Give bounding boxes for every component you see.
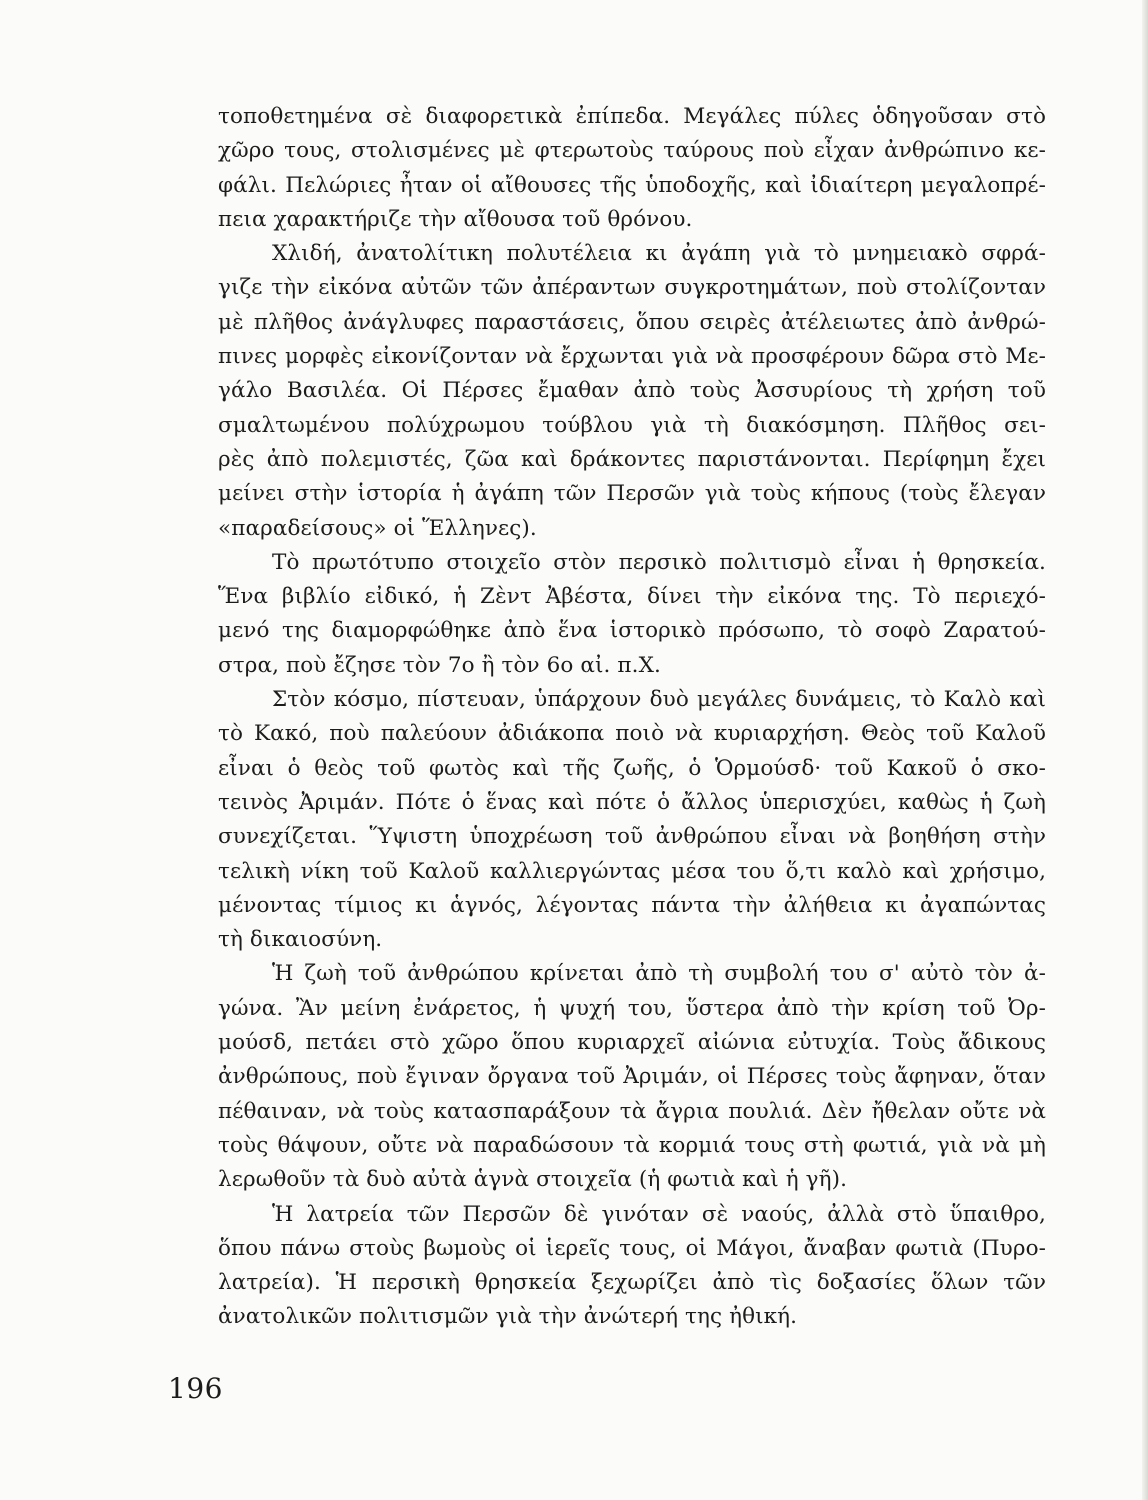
text-line: φάλι. Πελώριες ἦταν οἱ αἴθουσες τῆς ὑποδοχῆς, καὶ ἰδιαίτερη μεγαλοπρέ- [218,172,1046,198]
text-line: τελικὴ νίκη τοῦ Καλοῦ καλλιεργώντας μέσα του ὅ,τι καλὸ καὶ χρήσιμο, [218,858,1046,884]
text-line: Ἡ λατρεία τῶν Περσῶν δὲ γινόταν σὲ ναούς, ἀλλὰ στὸ ὕπαιθρο, [272,1201,1046,1227]
text-line: Τὸ πρωτότυπο στοιχεῖο στὸν περσικὸ πολιτισμὸ εἶναι ἡ θρησκεία. [272,549,1046,575]
text-line: μούσδ, πετάει στὸ χῶρο ὅπου κυριαρχεῖ αἰώνια εὐτυχία. Τοὺς ἄδικους [218,1030,1046,1056]
text-line: εἶναι ὁ θεὸς τοῦ φωτὸς καὶ τῆς ζωῆς, ὁ Ὁρμούσδ· τοῦ Κακοῦ ὁ σκο- [218,755,1046,781]
text-line: «παραδείσους» οἱ Ἕλληνες). [218,515,537,541]
page-edge-shadow [1142,0,1148,1500]
text-line: πεια χαρακτήριζε τὴν αἴθουσα τοῦ θρόνου. [218,206,693,232]
text-line: Ἕνα βιβλίο εἰδικό, ἡ Ζὲντ Ἀβέστα, δίνει τὴν εἰκόνα της. Τὸ περιεχό- [218,584,1046,610]
text-line: συνεχίζεται. Ὕψιστη ὑποχρέωση τοῦ ἀνθρώπου εἶναι νὰ βοηθήση στὴν [218,824,1046,850]
text-line: γώνα. Ἂν μείνη ἐνάρετος, ἡ ψυχή του, ὕστερα ἀπὸ τὴν κρίση τοῦ Ὀρ- [218,995,1046,1021]
text-line: ρὲς ἀπὸ πολεμιστές, ζῶα καὶ δράκοντες παριστάνονται. Περίφημη ἔχει [218,446,1046,472]
text-line: ἀνθρώπους, ποὺ ἔγιναν ὄργανα τοῦ Ἀριμάν, οἱ Πέρσες τοὺς ἄφηναν, ὅταν [218,1064,1046,1090]
text-line: Στὸν κόσμο, πίστευαν, ὑπάρχουν δυὸ μεγάλες δυνάμεις, τὸ Καλὸ καὶ [272,687,1046,713]
text-line: στρα, ποὺ ἔζησε τὸν 7ο ἢ τὸν 6ο αἰ. π.Χ. [218,652,661,678]
text-line: τοὺς θάψουν, οὔτε νὰ παραδώσουν τὰ κορμιά τους στὴ φωτιά, γιὰ νὰ μὴ [218,1132,1046,1158]
text-line: πέθαιναν, νὰ τοὺς κατασπαράξουν τὰ ἄγρια πουλιά. Δὲν ἤθελαν οὔτε νὰ [218,1098,1046,1124]
text-line: λερωθοῦν τὰ δυὸ αὐτὰ ἁγνὰ στοιχεῖα (ἡ φωτιὰ καὶ ἡ γῆ). [218,1167,848,1193]
text-line: χῶρο τους, στολισμένες μὲ φτερωτοὺς ταύρους ποὺ εἶχαν ἀνθρώπινο κε- [218,138,1046,164]
text-line: μενό της διαμορφώθηκε ἀπὸ ἕνα ἱστορικὸ πρόσωπο, τὸ σοφὸ Ζαρατού- [218,618,1046,644]
text-line: Ἡ ζωὴ τοῦ ἀνθρώπου κρίνεται ἀπὸ τὴ συμβολή του σ' αὐτὸ τὸν ἀ- [272,961,1046,987]
text-line: τεινὸς Ἀριμάν. Πότε ὁ ἕνας καὶ πότε ὁ ἄλλος ὑπερισχύει, καθὼς ἡ ζωὴ [218,789,1046,815]
text-line: τὸ Κακό, ποὺ παλεύουν ἀδιάκοπα ποιὸ νὰ κυριαρχήση. Θεὸς τοῦ Καλοῦ [218,721,1046,747]
text-line: γιζε τὴν εἰκόνα αὐτῶν τῶν ἀπέραντων συγκροτημάτων, ποὺ στολίζονταν [218,275,1046,301]
text-line: πινες μορφὲς εἰκονίζονταν νὰ ἔρχωνται γιὰ νὰ προσφέρουν δῶρα στὸ Με- [218,344,1046,370]
text-line: ὅπου πάνω στοὺς βωμοὺς οἱ ἱερεῖς τους, οἱ Μάγοι, ἄναβαν φωτιὰ (Πυρο- [218,1235,1046,1261]
text-line: μείνει στὴν ἱστορία ἡ ἀγάπη τῶν Περσῶν γιὰ τοὺς κήπους (τοὺς ἔλεγαν [218,481,1046,507]
text-line: λατρεία). Ἡ περσικὴ θρησκεία ξεχωρίζει ἀπὸ τὶς δοξασίες ὅλων τῶν [218,1270,1046,1296]
body-text [218,100,1046,1335]
text-line: τοποθετημένα σὲ διαφορετικὰ ἐπίπεδα. Μεγάλες πύλες ὁδηγοῦσαν στὸ [218,104,1046,129]
text-line: μένοντας τίμιος κι ἁγνός, λέγοντας πάντα τὴν ἀλήθεια κι ἀγαπώντας [218,892,1046,918]
page-number: 196 [168,1372,223,1405]
text-line: γάλο Βασιλέα. Οἱ Πέρσες ἔμαθαν ἀπὸ τοὺς Ἀσσυρίους τὴ χρήση τοῦ [218,378,1046,404]
text-line: τὴ δικαιοσύνη. [218,927,383,953]
text-line: Χλιδή, ἀνατολίτικη πολυτέλεια κι ἀγάπη γιὰ τὸ μνημειακὸ σφρά- [272,241,1046,267]
text-line: μὲ πλῆθος ἀνάγλυφες παραστάσεις, ὅπου σειρὲς ἀτέλειωτες ἀπὸ ἀνθρώ- [218,309,1046,335]
text-line: σμαλτωμένου πολύχρωμου τούβλου γιὰ τὴ διακόσμηση. Πλῆθος σει- [218,412,1046,438]
text-line: ἀνατολικῶν πολιτισμῶν γιὰ τὴν ἀνώτερή της ἠθική. [218,1304,798,1330]
